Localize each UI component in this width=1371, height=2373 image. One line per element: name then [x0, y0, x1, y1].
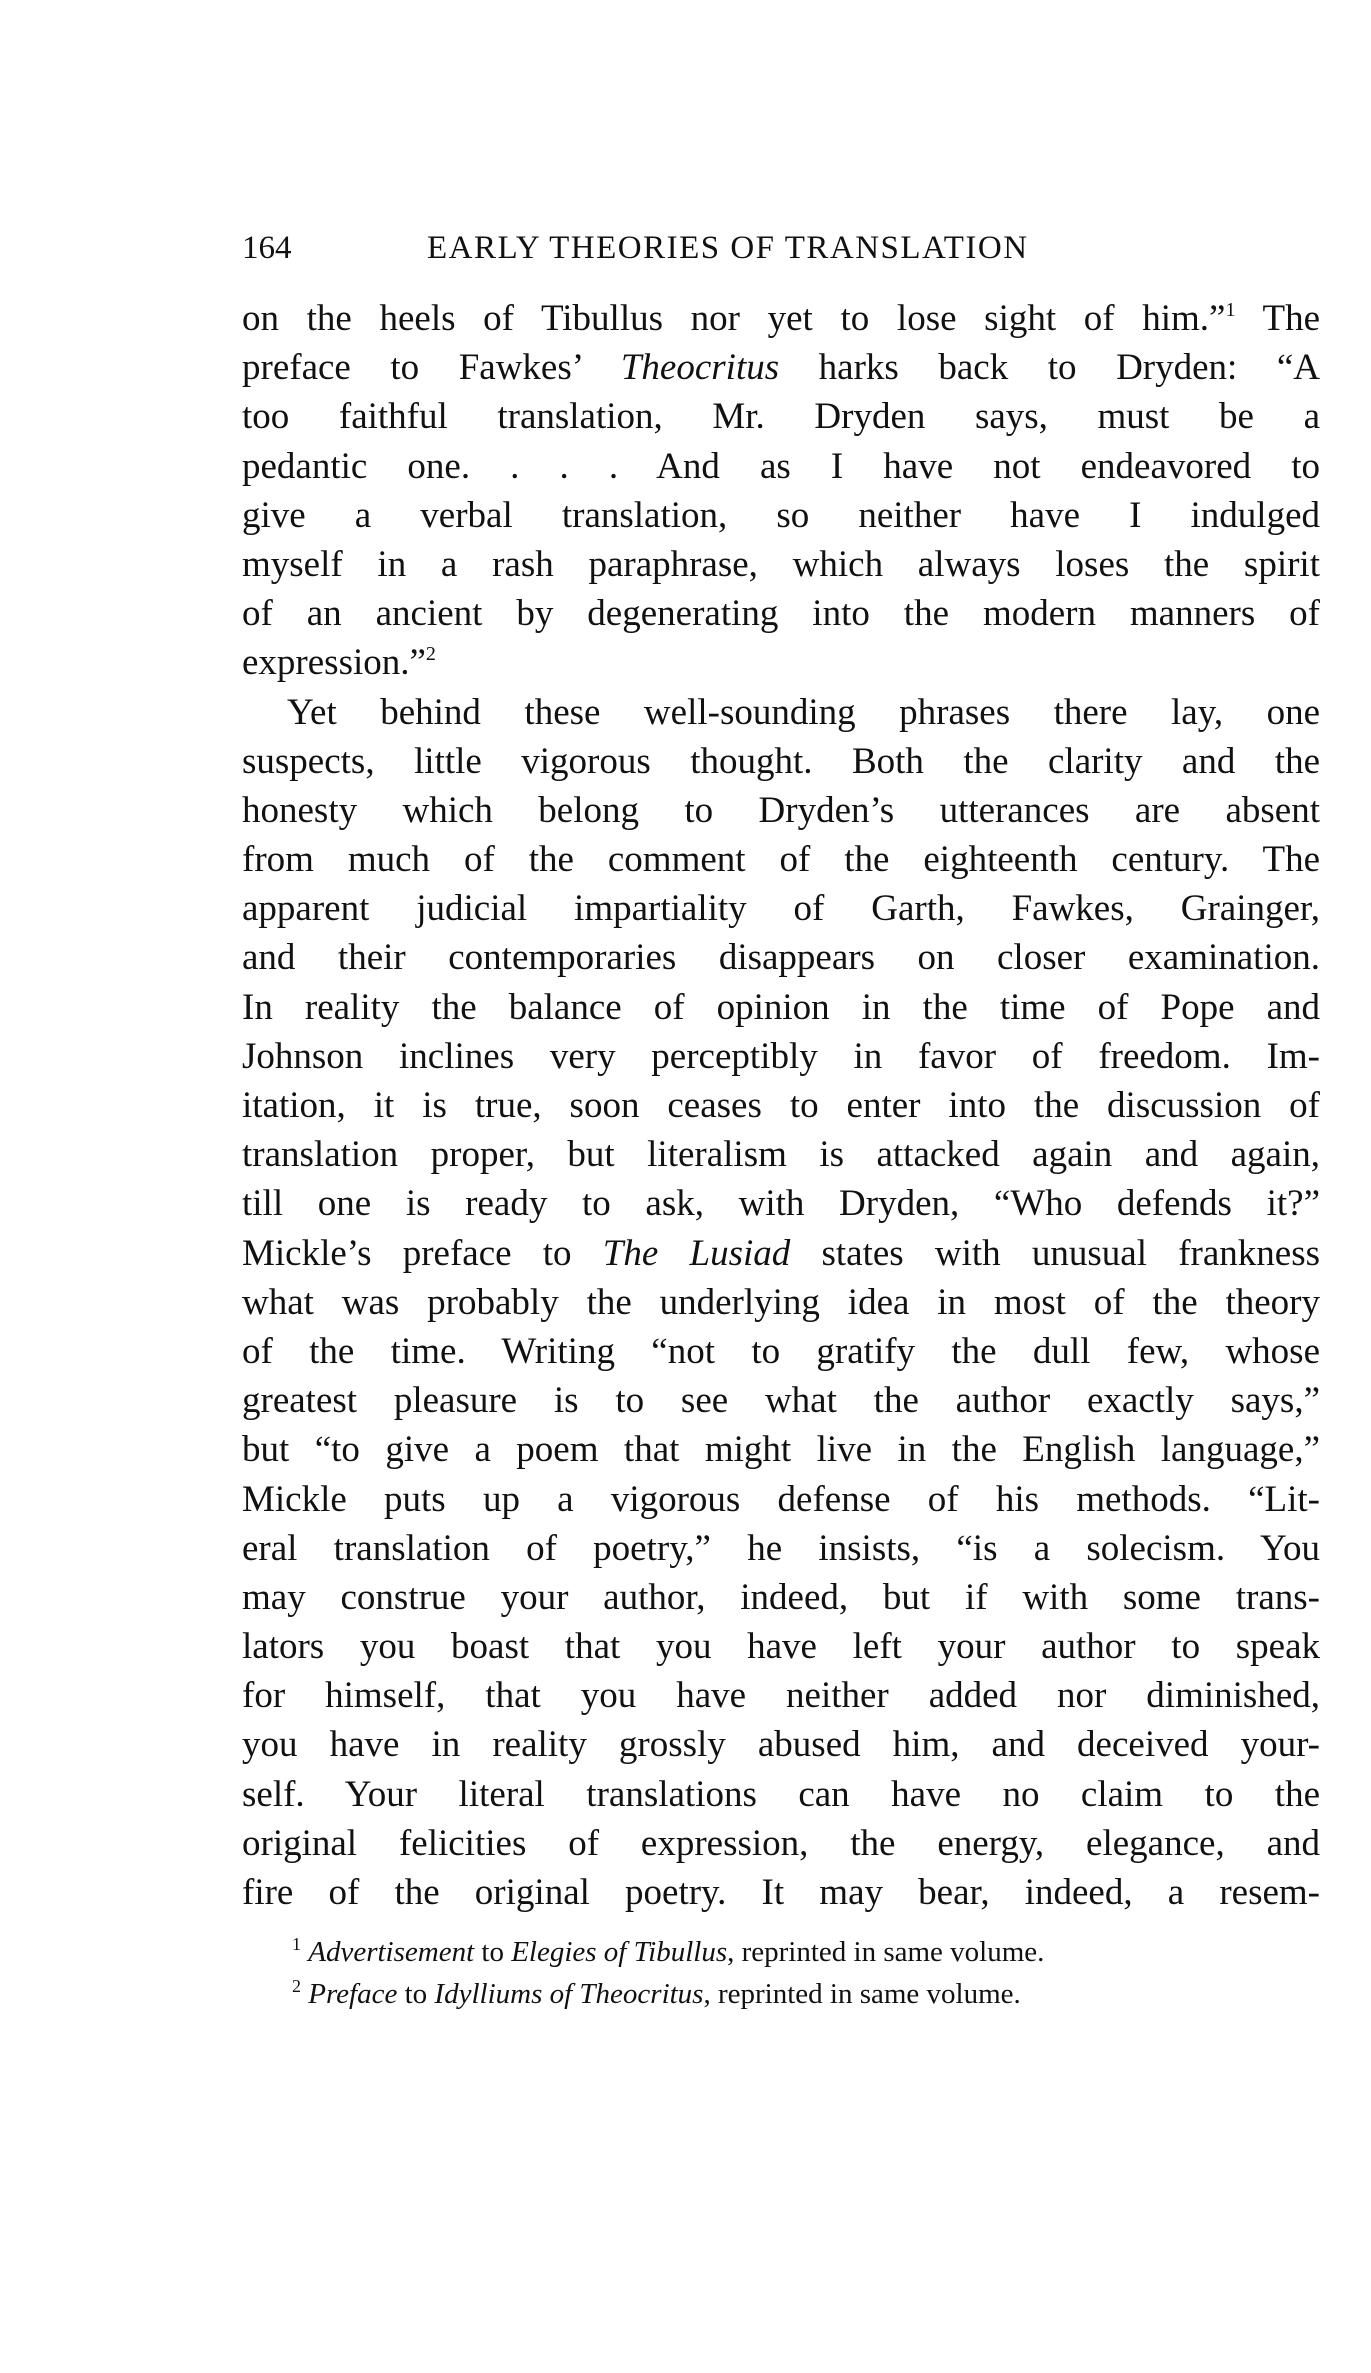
text-line: [242, 786, 1320, 835]
text-run: on the heels of Tibullus nor yet to lose sight of him.”: [242, 298, 1226, 339]
text-run: expression.”: [242, 642, 426, 684]
text-run: of the time. Writing “not to gratify the dull few, whose: [242, 1330, 1320, 1372]
text-run: , reprinted in same volume.: [703, 1978, 1021, 2011]
footnote-marker: 1: [292, 1934, 301, 1955]
italic-title: Advertisement: [308, 1936, 475, 1969]
text-line: [242, 540, 1320, 589]
body-text: [242, 294, 1320, 1917]
text-line: [242, 983, 1320, 1032]
text-line: [242, 1770, 1320, 1819]
text-line: [242, 1425, 1320, 1474]
text-line: [242, 1229, 1320, 1278]
text-line: [242, 1130, 1320, 1179]
footnotes: [242, 1931, 1320, 2015]
text-line: [242, 1622, 1320, 1671]
text-line: [242, 1032, 1320, 1081]
running-title: EARLY THEORIES OF TRANSLATION: [427, 230, 1029, 266]
running-head: [242, 220, 1320, 276]
footnote-2: [242, 1973, 1320, 2015]
text-line: [242, 1327, 1320, 1376]
text-line: [242, 1524, 1320, 1573]
text-run: but “to give a poem that might live in the English language,”: [242, 1429, 1320, 1471]
text-run: may construe your author, indeed, but if with some trans-: [242, 1576, 1320, 1618]
text-run: preface to Fawkes’: [242, 347, 621, 389]
text-run: self. Your literal translations can have no claim to the: [242, 1773, 1320, 1815]
text-run: The: [1235, 298, 1320, 339]
text-run: , reprinted in same volume.: [727, 1936, 1045, 1969]
page-number: 164: [242, 230, 292, 266]
book-page: [242, 220, 1320, 2015]
text-line: [242, 392, 1320, 441]
text-run: states with unusual frankness: [790, 1232, 1321, 1274]
text-run: honesty which belong to Dryden’s utterances are absent: [242, 789, 1320, 831]
text-line: [242, 1868, 1320, 1917]
text-line: [242, 884, 1320, 933]
text-run: greatest pleasure is to see what the author exactly says,”: [242, 1380, 1320, 1422]
text-line: [242, 442, 1320, 491]
italic-title: Preface: [308, 1978, 398, 2011]
text-run: suspects, little vigorous thought. Both the clarity and the: [242, 740, 1320, 782]
italic-title: The Lusiad: [602, 1232, 791, 1274]
text-line: [242, 1081, 1320, 1130]
text-run: give a verbal translation, so neither have I indulged: [242, 494, 1320, 536]
text-run: itation, it is true, soon ceases to enter into the discussion of: [242, 1085, 1320, 1126]
text-run: from much of the comment of the eighteenth century. The: [242, 839, 1320, 881]
text-run: for himself, that you have neither added nor diminished,: [242, 1675, 1320, 1717]
text-run: pedantic one. . . . And as I have not endeavored to: [242, 445, 1320, 487]
text-line: [242, 1671, 1320, 1720]
text-line: [242, 1376, 1320, 1425]
text-run: you have in reality grossly abused him, and deceived your-: [242, 1724, 1320, 1766]
text-run: Yet behind these well-sounding phrases there lay, one: [287, 691, 1320, 733]
text-run: original felicities of expression, the energy, elegance, and: [242, 1822, 1320, 1864]
italic-title: Idylliums of Theocritus: [434, 1978, 704, 2011]
text-line: [242, 1573, 1320, 1622]
text-run: till one is ready to ask, with Dryden, “Who defends it?”: [242, 1183, 1320, 1225]
text-line: [242, 1720, 1320, 1769]
text-line: [242, 1278, 1320, 1327]
footnote-1: [242, 1931, 1320, 1973]
italic-title: Theocritus: [620, 347, 780, 389]
text-run: Johnson inclines very perceptibly in favor of freedom. Im-: [242, 1035, 1320, 1077]
text-line: [242, 933, 1320, 982]
text-run: eral translation of poetry,” he insists, “is a solecism. You: [242, 1527, 1320, 1569]
text-line: [242, 491, 1320, 540]
footnote-marker: 2: [292, 1976, 301, 1997]
text-run: what was probably the underlying idea in most of the theory: [242, 1281, 1320, 1323]
text-line: [242, 589, 1320, 638]
text-run: to: [474, 1936, 512, 1969]
text-run: Mickle puts up a vigorous defense of his methods. “Lit-: [242, 1478, 1320, 1520]
italic-title: Elegies of Tibullus: [511, 1936, 728, 1969]
text-line: [242, 343, 1320, 392]
text-line: [242, 688, 1320, 737]
text-run: apparent judicial impartiality of Garth, Fawkes, Grainger,: [242, 888, 1320, 930]
text-line: [242, 1475, 1320, 1524]
footnote-marker: 1: [1225, 299, 1236, 321]
text-line: [242, 638, 1320, 687]
text-run: and their contemporaries disappears on closer examination.: [242, 937, 1320, 979]
text-run: too faithful translation, Mr. Dryden says, must be a: [242, 396, 1320, 438]
text-run: lators you boast that you have left your author to speak: [242, 1626, 1320, 1668]
text-line: [242, 737, 1320, 786]
text-line: [242, 1179, 1320, 1228]
text-run: In reality the balance of opinion in the time of Pope and: [242, 986, 1320, 1028]
text-run: fire of the original poetry. It may bear, indeed, a resem-: [242, 1872, 1320, 1913]
footnote-marker: 2: [425, 643, 436, 666]
text-run: Mickle’s preface to: [242, 1232, 603, 1274]
text-line: [242, 1819, 1320, 1868]
text-run: myself in a rash paraphrase, which always loses the spirit: [242, 543, 1320, 585]
text-line: [242, 294, 1320, 343]
text-line: [242, 835, 1320, 884]
text-run: of an ancient by degenerating into the modern manners of: [242, 593, 1320, 635]
text-run: to: [397, 1978, 435, 2011]
text-run: harks back to Dryden: “A: [779, 347, 1320, 389]
text-run: translation proper, but literalism is attacked again and again,: [242, 1134, 1320, 1176]
